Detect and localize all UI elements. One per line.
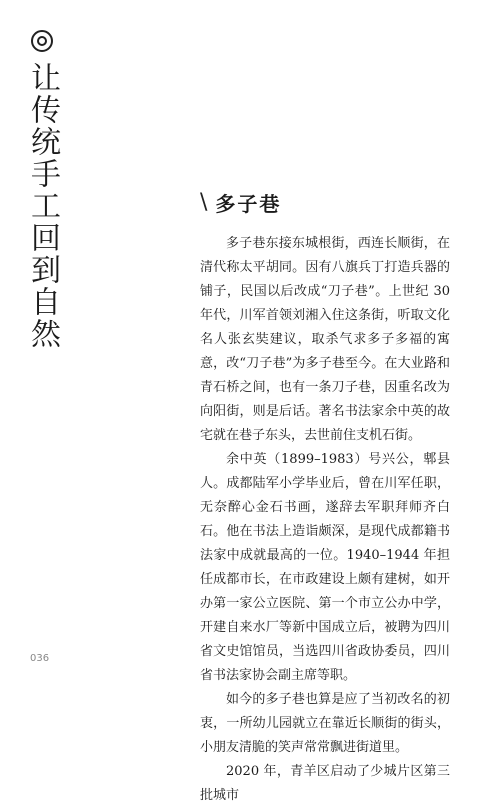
slash-mark: \ [200,190,208,215]
paragraph: 多子巷东接东城根街，西连长顺街，在清代称太平胡同。因有八旗兵丁打造兵器的铺子，民国以后改成“刀子巷”。上世纪 30 年代，川军首领刘湘入住这条街，听取文化名人张玄奘建议，取杀气求多子多福的寓意，改“刀子巷”为多子巷至今。在大业路和青石桥之间，也有一条刀子巷，因重名改为向阳街，则是后话。著名书法家余中英的故宅就在巷子东头，去世前住支机石街。 [200,236,450,443]
section-header [200,188,281,217]
paragraph: 余中英（1899–1983）号兴公，郫县人。成都陆军小学毕业后，曾在川军任职，无奈醉心金石书画，遂辞去军职拜师齐白石。他在书法上造诣颇深，是现代成都籍书法家中成就最高的一位。1940–1944 年担任成都市长，在市政建设上颇有建树，如开办第一家公立医院、第一个市立公办中学，开建自来水厂等新中国成立后，被聘为四川省文史馆馆员，当选四川省政协委员，四川省书法家协会副主席等职。 [200,452,450,683]
paragraph: 如今的多子巷也算是应了当初改名的初衷，一所幼儿园就立在靠近长顺街的街头，小朋友清脆的笑声常常飘进街道里。 [200,692,450,755]
page-number: 036 [30,653,50,664]
chapter-title: 让传统手工回到自然 [25,62,60,350]
paragraph: 2020 年，青羊区启动了少城片区第三批城市 [200,764,450,803]
bullseye-icon [31,30,53,52]
vertical-title [22,30,62,350]
section-title: 多子巷 [215,192,282,216]
article-body [200,232,450,808]
